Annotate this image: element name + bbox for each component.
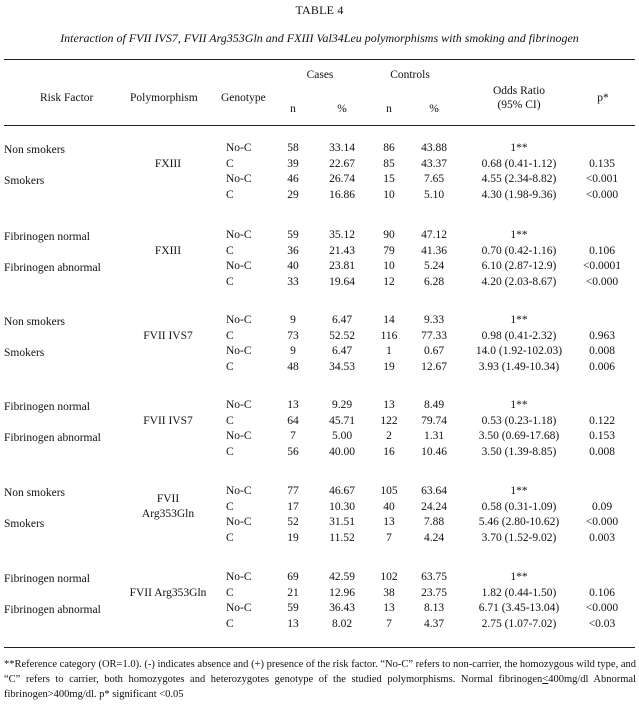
cell-cases-pct: 45.71 bbox=[329, 414, 355, 427]
cell-or: 4.30 (1.98-9.36) bbox=[481, 188, 557, 201]
cell-cases-n: 39 bbox=[287, 157, 299, 170]
risk-factor-label: Non smokers bbox=[4, 144, 66, 156]
cell-controls-pct: 77.33 bbox=[421, 329, 447, 342]
cell-or: 3.70 (1.52-9.02) bbox=[481, 531, 557, 544]
cell-p: <0.000 bbox=[585, 188, 619, 201]
cell-controls-n: 10 bbox=[383, 188, 395, 201]
cell-cases-n: 9 bbox=[290, 314, 296, 326]
cell-or: 1** bbox=[510, 229, 528, 241]
cell-controls-pct: 1.31 bbox=[423, 430, 445, 442]
footnote bbox=[4, 657, 636, 702]
cell-controls-pct: 4.24 bbox=[423, 531, 445, 544]
cell-or: 1** bbox=[510, 314, 528, 326]
header-cases-pct: % bbox=[337, 103, 347, 115]
cell-cases-n: 46 bbox=[287, 173, 299, 185]
cell-or: 4.55 (2.34-8.82) bbox=[481, 173, 557, 185]
cell-cases-n: 40 bbox=[287, 260, 299, 272]
cell-genotype: No-C bbox=[226, 229, 252, 241]
header-genotype: Genotype bbox=[221, 92, 266, 104]
cell-p: 0.006 bbox=[589, 360, 615, 373]
cell-cases-pct: 10.30 bbox=[329, 500, 355, 513]
cell-cases-n: 17 bbox=[287, 500, 299, 513]
cell-controls-n: 16 bbox=[383, 445, 395, 458]
cell-p: <0.001 bbox=[585, 173, 619, 185]
cell-genotype: No-C bbox=[226, 430, 252, 442]
cell-controls-n: 122 bbox=[380, 414, 398, 427]
cell-p: 0.963 bbox=[589, 329, 615, 342]
cell-cases-pct: 42.59 bbox=[329, 571, 355, 583]
cell-controls-n: 13 bbox=[383, 602, 395, 614]
cell-controls-n: 10 bbox=[383, 260, 395, 272]
cell-controls-pct: 23.75 bbox=[421, 586, 447, 599]
table-number: TABLE 4 bbox=[295, 3, 344, 17]
cell-or: 1** bbox=[510, 571, 528, 583]
cell-cases-pct: 21.43 bbox=[329, 244, 355, 257]
polymorphism-label: FVII Arg353Gln bbox=[129, 586, 207, 599]
cell-genotype: C bbox=[226, 414, 234, 427]
risk-factor-label: Fibrinogen abnormal bbox=[4, 432, 101, 444]
cell-cases-n: 29 bbox=[287, 188, 299, 201]
cell-cases-n: 59 bbox=[287, 229, 299, 241]
cell-p: <0.03 bbox=[588, 617, 616, 630]
cell-p: 0.122 bbox=[589, 414, 615, 427]
cell-cases-pct: 23.81 bbox=[329, 260, 355, 272]
risk-factor-label: Non smokers bbox=[4, 316, 66, 328]
polymorphism-label: FVII IVS7 bbox=[143, 329, 193, 342]
cell-or: 6.71 (3.45-13.04) bbox=[478, 602, 560, 614]
cell-cases-pct: 16.86 bbox=[329, 188, 355, 201]
table-bottom-rule bbox=[4, 647, 635, 648]
polymorphism-label: FVII bbox=[156, 492, 180, 505]
cell-genotype: C bbox=[226, 445, 234, 458]
cell-genotype: No-C bbox=[226, 485, 252, 497]
cell-or: 3.50 (1.39-8.85) bbox=[481, 445, 557, 458]
cell-cases-pct: 46.67 bbox=[329, 485, 355, 497]
cell-or: 14.0 (1.92-102.03) bbox=[475, 345, 563, 357]
risk-factor-label: Non smokers bbox=[4, 487, 66, 499]
polymorphism-label: Arg353Gln bbox=[141, 507, 195, 520]
cell-or: 1** bbox=[510, 142, 528, 154]
cell-p: 0.09 bbox=[591, 500, 613, 513]
cell-or: 0.68 (0.41-1.12) bbox=[481, 157, 557, 170]
header-controls: Controls bbox=[390, 69, 430, 81]
cell-genotype: C bbox=[226, 360, 234, 373]
cell-controls-pct: 12.67 bbox=[421, 360, 447, 373]
cell-cases-n: 64 bbox=[287, 414, 299, 427]
cell-or: 2.75 (1.07-7.02) bbox=[481, 617, 557, 630]
cell-genotype: No-C bbox=[226, 173, 252, 185]
cell-or: 1** bbox=[510, 485, 528, 497]
cell-cases-pct: 9.29 bbox=[331, 399, 353, 411]
cell-cases-pct: 33.14 bbox=[329, 142, 355, 154]
cell-p: 0.106 bbox=[589, 244, 615, 257]
cell-controls-pct: 43.88 bbox=[421, 142, 447, 154]
cell-or: 0.70 (0.42-1.16) bbox=[481, 244, 557, 257]
cell-genotype: C bbox=[226, 329, 234, 342]
cell-genotype: No-C bbox=[226, 399, 252, 411]
cell-cases-pct: 6.47 bbox=[331, 345, 353, 357]
cell-cases-pct: 6.47 bbox=[331, 314, 353, 326]
header-risk-factor: Risk Factor bbox=[40, 92, 94, 104]
cell-cases-pct: 31.51 bbox=[329, 516, 355, 528]
cell-cases-n: 52 bbox=[287, 516, 299, 528]
cell-controls-n: 86 bbox=[383, 142, 395, 154]
cell-cases-n: 48 bbox=[287, 360, 299, 373]
header-top-rule bbox=[4, 59, 635, 60]
cell-p: <0.000 bbox=[585, 516, 619, 528]
cell-controls-pct: 10.46 bbox=[421, 445, 447, 458]
cell-controls-pct: 7.88 bbox=[423, 516, 445, 528]
cell-controls-pct: 47.12 bbox=[421, 229, 447, 241]
cell-controls-pct: 9.33 bbox=[423, 314, 445, 326]
cell-controls-n: 1 bbox=[386, 345, 392, 357]
cell-cases-pct: 34.53 bbox=[329, 360, 355, 373]
cell-p: 0.008 bbox=[589, 445, 615, 458]
cell-or: 0.53 (0.23-1.18) bbox=[481, 414, 557, 427]
cell-genotype: No-C bbox=[226, 260, 252, 272]
cell-p: 0.135 bbox=[589, 157, 615, 170]
polymorphism-label: FVII IVS7 bbox=[143, 414, 193, 427]
cell-genotype: C bbox=[226, 188, 234, 201]
cell-cases-pct: 22.67 bbox=[329, 157, 355, 170]
cell-controls-n: 79 bbox=[383, 244, 395, 257]
cell-cases-n: 58 bbox=[287, 142, 299, 154]
risk-factor-label: Fibrinogen normal bbox=[4, 231, 90, 243]
header-controls-pct: % bbox=[429, 103, 439, 115]
cell-genotype: No-C bbox=[226, 314, 252, 326]
risk-factor-label: Fibrinogen normal bbox=[4, 401, 90, 413]
header-controls-n: n bbox=[386, 103, 392, 115]
cell-cases-n: 13 bbox=[287, 399, 299, 411]
cell-controls-pct: 5.10 bbox=[423, 188, 445, 201]
cell-controls-n: 2 bbox=[386, 430, 392, 442]
cell-controls-n: 13 bbox=[383, 399, 395, 411]
cell-genotype: No-C bbox=[226, 602, 252, 614]
cell-cases-pct: 35.12 bbox=[329, 229, 355, 241]
header-cases-n: n bbox=[290, 103, 296, 115]
cell-genotype: C bbox=[226, 586, 234, 599]
cell-controls-n: 7 bbox=[386, 617, 392, 630]
cell-or: 1** bbox=[510, 399, 528, 411]
cell-controls-pct: 7.65 bbox=[423, 173, 445, 185]
cell-p: 0.003 bbox=[589, 531, 615, 544]
cell-cases-n: 13 bbox=[287, 617, 299, 630]
cell-cases-n: 36 bbox=[287, 244, 299, 257]
cell-or: 0.98 (0.41-2.32) bbox=[481, 329, 557, 342]
cell-controls-pct: 63.64 bbox=[421, 485, 447, 497]
cell-controls-n: 40 bbox=[383, 500, 395, 513]
cell-controls-pct: 8.49 bbox=[423, 399, 445, 411]
cell-cases-n: 19 bbox=[287, 531, 299, 544]
header-bottom-rule bbox=[4, 125, 635, 126]
cell-cases-n: 69 bbox=[287, 571, 299, 583]
cell-genotype: No-C bbox=[226, 142, 252, 154]
cell-p: <0.0001 bbox=[582, 260, 622, 272]
header-ci: (95% CI) bbox=[497, 99, 541, 111]
cell-controls-n: 90 bbox=[383, 229, 395, 241]
table-caption: Interaction of FVII IVS7, FVII Arg353Gln and FXIII Val34Leu polymorphisms with smoking and fibrinogen bbox=[60, 31, 579, 45]
cell-controls-n: 19 bbox=[383, 360, 395, 373]
cell-p: 0.106 bbox=[589, 586, 615, 599]
cell-or: 6.10 (2.87-12.9) bbox=[481, 260, 557, 272]
cell-or: 0.58 (0.31-1.09) bbox=[481, 500, 557, 513]
cell-cases-pct: 40.00 bbox=[329, 445, 355, 458]
risk-factor-label: Fibrinogen abnormal bbox=[4, 604, 101, 616]
cell-controls-n: 13 bbox=[383, 516, 395, 528]
risk-factor-label: Fibrinogen abnormal bbox=[4, 262, 101, 274]
cell-cases-n: 77 bbox=[287, 485, 299, 497]
cell-controls-pct: 5.24 bbox=[423, 260, 445, 272]
risk-factor-label: Fibrinogen normal bbox=[4, 573, 90, 585]
cell-controls-pct: 8.13 bbox=[423, 602, 445, 614]
cell-genotype: C bbox=[226, 157, 234, 170]
cell-p: <0.000 bbox=[585, 602, 619, 614]
cell-controls-n: 14 bbox=[383, 314, 395, 326]
cell-cases-n: 73 bbox=[287, 329, 299, 342]
cell-cases-pct: 26.74 bbox=[329, 173, 355, 185]
cell-controls-pct: 63.75 bbox=[421, 571, 447, 583]
cell-controls-n: 12 bbox=[383, 275, 395, 288]
cell-cases-pct: 11.52 bbox=[329, 531, 355, 544]
cell-controls-pct: 0.67 bbox=[423, 345, 445, 357]
cell-genotype: No-C bbox=[226, 516, 252, 528]
header-odds-ratio: Odds Ratio bbox=[492, 85, 546, 97]
header-cases: Cases bbox=[306, 69, 334, 81]
cell-or: 5.46 (2.80-10.62) bbox=[478, 516, 560, 528]
cell-cases-n: 59 bbox=[287, 602, 299, 614]
cell-or: 4.20 (2.03-8.67) bbox=[481, 275, 557, 288]
cell-genotype: C bbox=[226, 531, 234, 544]
cell-genotype: C bbox=[226, 500, 234, 513]
cell-p: <0.000 bbox=[585, 275, 619, 288]
header-polymorphism: Polymorphism bbox=[130, 92, 198, 104]
cell-controls-pct: 4.37 bbox=[423, 617, 445, 630]
cell-cases-pct: 19.64 bbox=[329, 275, 355, 288]
cell-genotype: No-C bbox=[226, 571, 252, 583]
cell-cases-pct: 12.96 bbox=[329, 586, 355, 599]
cell-controls-pct: 41.36 bbox=[421, 244, 447, 257]
cell-controls-pct: 24.24 bbox=[421, 500, 447, 513]
cell-genotype: C bbox=[226, 244, 234, 257]
cell-controls-n: 116 bbox=[380, 329, 398, 342]
cell-cases-pct: 52.52 bbox=[329, 329, 355, 342]
cell-controls-n: 7 bbox=[386, 531, 392, 544]
cell-controls-n: 105 bbox=[380, 485, 398, 497]
cell-controls-n: 15 bbox=[383, 173, 395, 185]
polymorphism-label: FXIII bbox=[154, 244, 182, 257]
cell-genotype: C bbox=[226, 275, 234, 288]
risk-factor-label: Smokers bbox=[4, 175, 45, 187]
cell-controls-pct: 79.74 bbox=[421, 414, 447, 427]
cell-controls-n: 38 bbox=[383, 586, 395, 599]
cell-genotype: C bbox=[226, 617, 234, 630]
cell-or: 1.82 (0.44-1.50) bbox=[481, 586, 557, 599]
cell-genotype: No-C bbox=[226, 345, 252, 357]
cell-cases-n: 9 bbox=[290, 345, 296, 357]
header-p: p* bbox=[597, 92, 609, 104]
cell-cases-n: 7 bbox=[290, 430, 296, 442]
cell-controls-pct: 6.28 bbox=[423, 275, 445, 288]
cell-cases-pct: 8.02 bbox=[331, 617, 353, 630]
footnote-lte-symbol: < bbox=[542, 674, 549, 685]
footnote-text: **Reference category (OR=1.0). (-) indicates absence and (+) presence of the risk factor. “No-C” refers to non-carrier, the homozygous wild type, and “C” refers to carrier, both homozygotes and heterozygotes genotype of the studied polymorphisms. Normal fibrinogen bbox=[4, 659, 636, 685]
cell-or: 3.50 (0.69-17.68) bbox=[478, 430, 560, 442]
cell-cases-n: 21 bbox=[287, 586, 299, 599]
cell-or: 3.93 (1.49-10.34) bbox=[478, 360, 560, 373]
cell-controls-n: 85 bbox=[383, 157, 395, 170]
cell-cases-n: 56 bbox=[287, 445, 299, 458]
cell-controls-n: 102 bbox=[380, 571, 398, 583]
footnote-text-end: 400mg/dl Abnormal fibrinogen>400mg/dl. p* significant <0.05 bbox=[4, 674, 637, 700]
cell-cases-pct: 36.43 bbox=[329, 602, 355, 614]
polymorphism-label: FXIII bbox=[154, 157, 182, 170]
cell-p: 0.008 bbox=[589, 345, 615, 357]
cell-cases-n: 33 bbox=[287, 275, 299, 288]
cell-controls-pct: 43.37 bbox=[421, 157, 447, 170]
cell-cases-pct: 5.00 bbox=[331, 430, 353, 442]
risk-factor-label: Smokers bbox=[4, 347, 45, 359]
cell-p: 0.153 bbox=[589, 430, 615, 442]
risk-factor-label: Smokers bbox=[4, 518, 45, 530]
